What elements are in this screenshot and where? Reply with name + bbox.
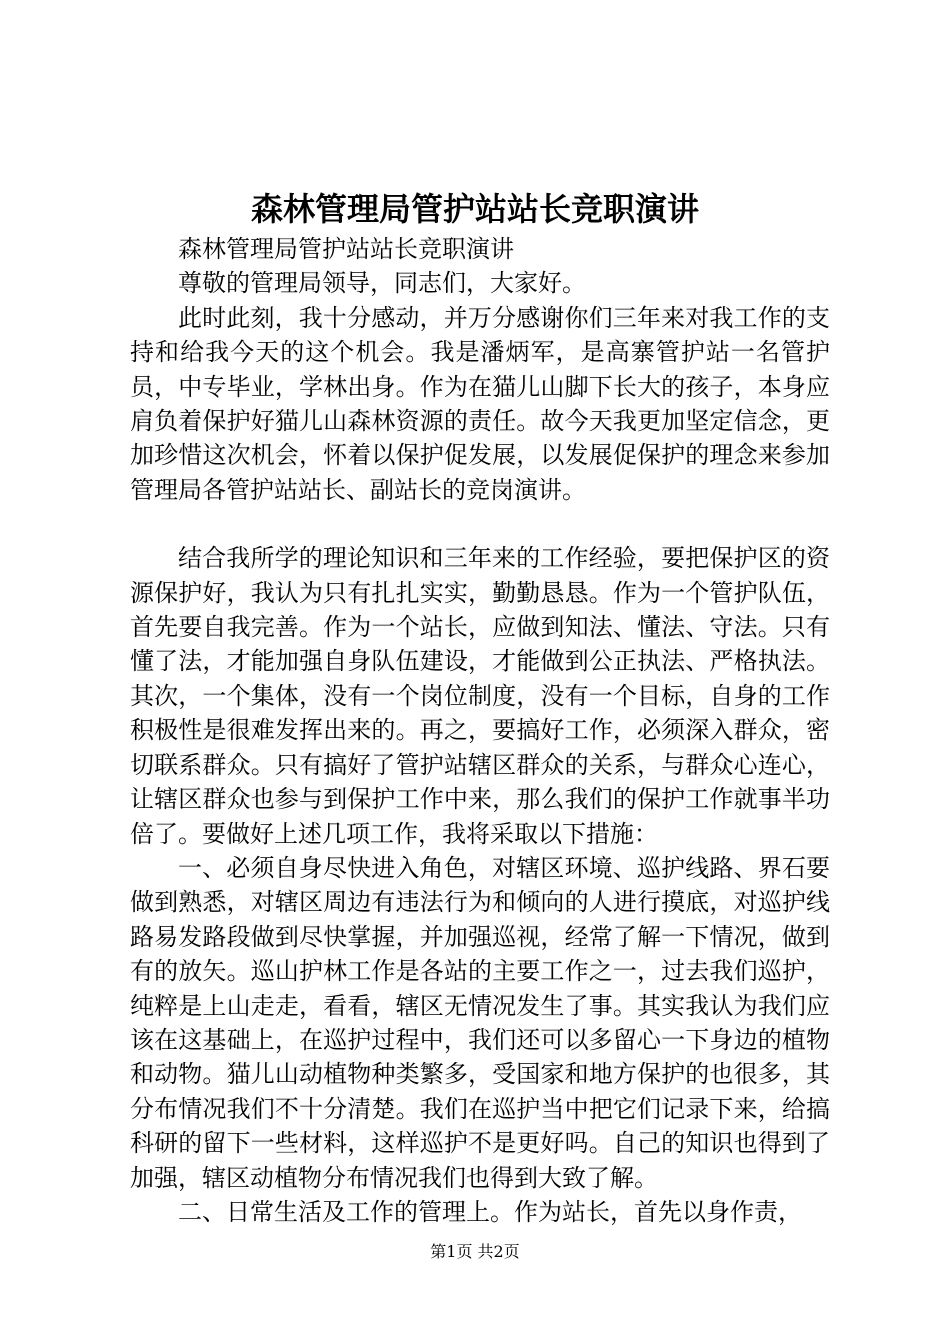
paragraph-intro: 此时此刻，我十分感动，并万分感谢你们三年来对我工作的支持和给我今天的这个机会。我是潘炳军，是高寨管护站一名管护员，中专毕业，学林出身。作为在猫儿山脚下长大的孩子，本身应肩负着保护好猫儿山森林资源的责任。故今天我更加坚定信念，更加珍惜这次机会，怀着以保护促发展，以发展促保护的理念来参加管理局各管护站站长、副站长的竞岗演讲。: [130, 303, 830, 504]
paragraph-heading: 森林管理局管护站站长竞职演讲: [178, 235, 514, 263]
paragraph-greeting: 尊敬的管理局领导，同志们，大家好。: [178, 269, 586, 298]
paragraph-measure-two: 二、日常生活及工作的管理上。作为站长，首先以身作责，: [178, 1197, 802, 1226]
document-title: 森林管理局管护站站长竞职演讲: [250, 190, 699, 228]
paragraph-approach: 结合我所学的理论知识和三年来的工作经验，要把保护区的资源保护好，我认为只有扎扎实实，勤勤恳恳。作为一个管护队伍，首先要自我完善。作为一个站长，应做到知法、懂法、守法。只有懂了法，才能加强自身队伍建设，才能做到公正执法、严格执法。其次，一个集体，没有一个岗位制度，没有一个目标，自身的工作积极性是很难发挥出来的。再之，要搞好工作，必须深入群众，密切联系群众。只有搞好了管护站辖区群众的关系，与群众心连心，让辖区群众也参与到保护工作中来，那么我们的保护工作就事半功倍了。要做好上述几项工作，我将采取以下措施：: [130, 544, 830, 848]
document-body: [130, 232, 830, 1229]
page-footer: 第1页 共2页: [430, 1242, 520, 1261]
paragraph-measure-one: 一、必须自身尽快进入角色，对辖区环境、巡护线路、界石要做到熟悉，对辖区周边有违法行为和倾向的人进行摸底，对巡护线路易发路段做到尽快掌握，并加强巡视，经常了解一下情况，做到有的放矢。巡山护林工作是各站的主要工作之一，过去我们巡护，纯粹是上山走走，看看，辖区无情况发生了事。其实我认为我们应该在这基础上，在巡护过程中，我们还可以多留心一下身边的植物和动物。猫儿山动植物种类繁多，受国家和地方保护的也很多，其分布情况我们不十分清楚。我们在巡护当中把它们记录下来，给搞科研的留下一些材料，这样巡护不是更好吗。自己的知识也得到了加强，辖区动植物分布情况我们也得到大致了解。: [130, 853, 830, 1192]
